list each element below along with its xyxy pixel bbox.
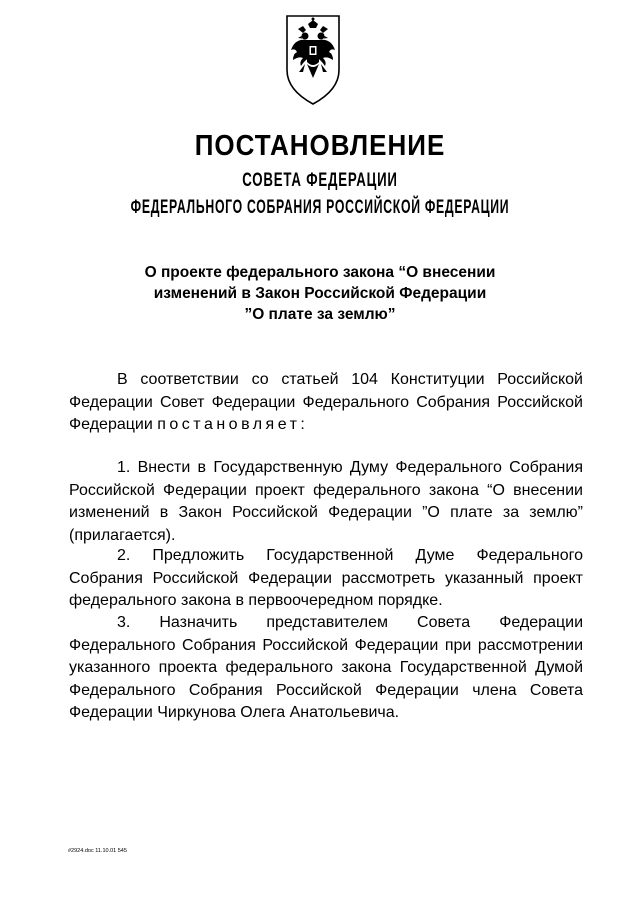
- issuer-line-2: ФЕДЕРАЛЬНОГО СОБРАНИЯ РОССИЙСКОЙ ФЕДЕРАЦИИ: [130, 195, 510, 218]
- subject-line-2: изменений в Закон Российской Федерации: [153, 285, 487, 302]
- subject-line-3: ”О плате за землю”: [244, 306, 396, 323]
- resolution-item-3: [69, 612, 583, 725]
- preamble-paragraph: [69, 369, 583, 437]
- resolution-item-3-text: 3. Назначить представителем Совета Федерации Федерального Собрания Российской Федерации при рассмотрении указанного проекта федерального закона Государственной Думой Федерального Собрания Российской Федерации члена Совета Федерации Чиркунова Олега Анатольевича.: [69, 614, 583, 721]
- coat-of-arms-emblem-icon: [281, 12, 345, 108]
- subject-line-1: О проекте федерального закона “О внесении: [144, 264, 496, 281]
- resolution-item-2: [69, 545, 583, 613]
- document-title: ПОСТАНОВЛЕНИЕ: [194, 128, 446, 162]
- preamble-verb: постановляет:: [157, 416, 309, 433]
- preamble-text: В соответствии со статьей 104 Конституции Российской Федерации Совет Федерации Федерального Собрания Российской Федерации: [69, 371, 583, 433]
- resolution-item-1-text: 1. Внести в Государственную Думу Федерального Собрания Российской Федерации проект федерального закона “О внесении изменений в Закон Российской Федерации ”О плате за землю” (прилагается).: [69, 459, 583, 544]
- resolution-item-1: [69, 457, 583, 547]
- resolution-item-2-text: 2. Предложить Государственной Думе Федерального Собрания Российской Федерации рассмотреть указанный проект федерального закона в первоочередном порядке.: [69, 547, 583, 609]
- issuer-line-1: СОВЕТА ФЕДЕРАЦИИ: [242, 168, 398, 191]
- document-file-code: #2924.doc 11.10.01 545: [68, 848, 127, 854]
- resolution-subject: [0, 262, 640, 325]
